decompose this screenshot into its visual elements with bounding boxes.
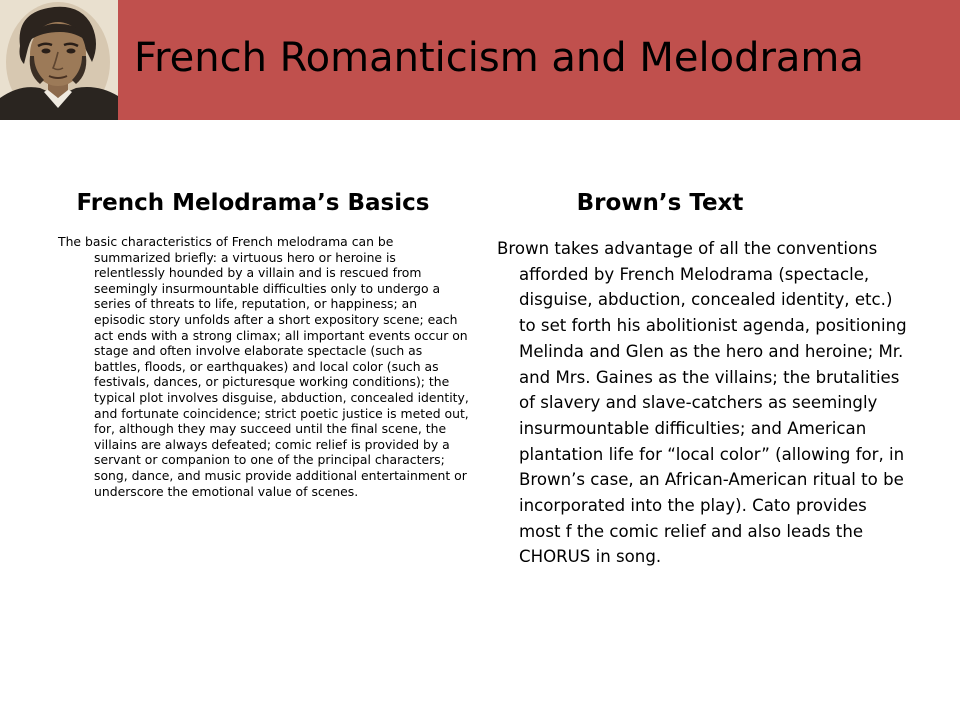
portrait-photo-icon bbox=[0, 0, 118, 120]
left-column-heading: French Melodrama’s Basics bbox=[76, 190, 430, 216]
right-column-heading: Brown’s Text bbox=[576, 190, 744, 216]
left-column-body: The basic characteristics of French melodrama can be summarized briefly: a virtuous hero or heroine is relentlessly hounded by a villain and is rescued from seemingly insurmountable difficulties only to undergo a series of threats to life, reputation, or happiness; an episodic story unfolds after a short expository scene; each act ends with a strong climax; all important events occur on stage and often involve elaborate spectacle (such as battles, floods, or earthquakes) and local color (such as festivals, dances, or picturesque working conditions); the typical plot involves disguise, abduction, concealed identity, and fortunate coincidence; strict poetic justice is meted out, for, although they may succeed until the final scene, the villains are always defeated; comic relief is provided by a servant or companion to one of the principal characters; song, dance, and music provide additional entertainment or underscore the emotional value of scenes. bbox=[58, 234, 469, 499]
right-column-body: Brown takes advantage of all the conventions afforded by French Melodrama (spectacle, disguise, abduction, concealed identity, etc.) to set forth his abolitionist agenda, positioning Melinda and Glen as the hero and heroine; Mr. and Mrs. Gaines as the villains; the brutalities of slavery and slave-catchers as seemingly insurmountable difficulties; and American plantation life for “local color” (allowing for, in Brown’s case, an African-American ritual to be incorporated into the play). Cato provides most f the comic relief and also leads the CHORUS in song. bbox=[497, 239, 907, 567]
slide-title: French Romanticism and Melodrama bbox=[134, 35, 864, 81]
portrait-image bbox=[0, 0, 118, 120]
